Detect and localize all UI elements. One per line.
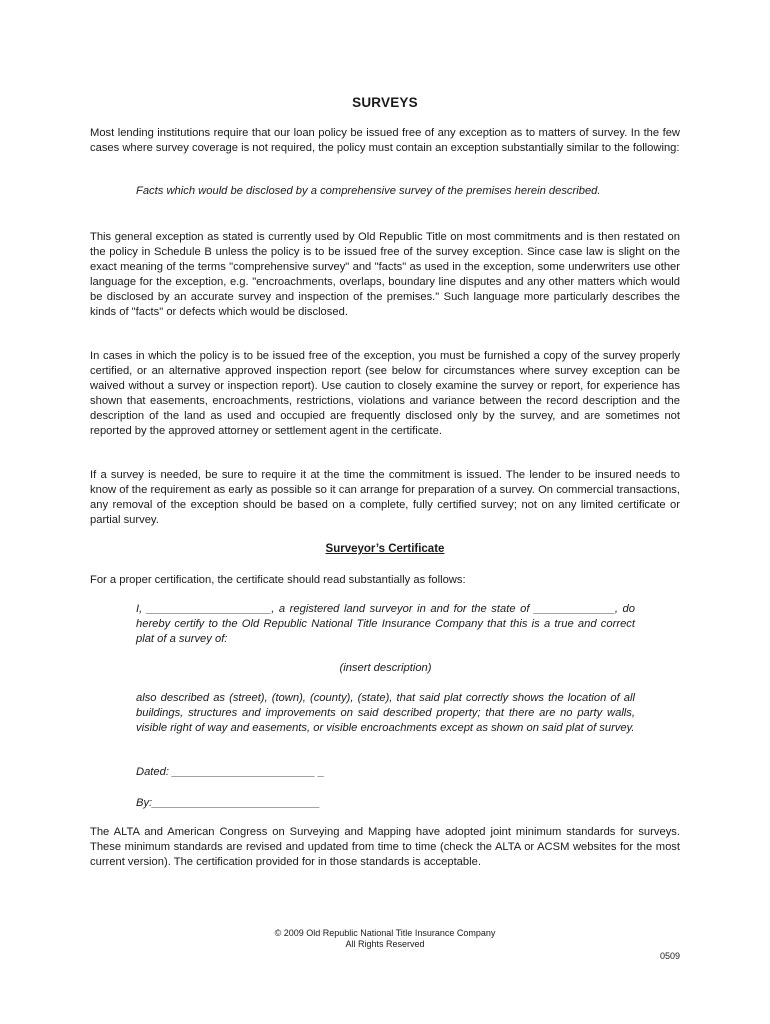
rights-line: All Rights Reserved (345, 939, 425, 949)
certificate-dated-line: Dated: _______________________ _ (136, 766, 325, 778)
page-title: SURVEYS (352, 95, 418, 110)
paragraph-survey-needed: If a survey is needed, be sure to require it at the time the commitment is issued. The lender to be insured needs to know of the requirement as early as possible so it can arrange for preparation of a survey. On commercial transactions, any removal of the exception should be based on a complete, fully certified survey; not on any limited certificate or partial survey. (90, 469, 680, 526)
paragraph-certification-intro: For a proper certification, the certificate should read substantially as follows: (90, 574, 466, 586)
quoted-exception: Facts which would be disclosed by a comprehensive survey of the premises herein described. (136, 185, 601, 197)
paragraph-free-of-exception: In cases in which the policy is to be issued free of the exception, you must be furnished a copy of the survey properly certified, or an alternative approved inspection report (see below for circumstances where survey exception can be waived without a survey or inspection report). Use caution to closely examine the survey or report, for experience has shown that easements, encroachments, restrictions, violations and variance between the record description and the description of the land as used and occupied are frequently disclosed only by the survey, and are sometimes not reported by the approved attorney or settlement agent in the certificate. (90, 350, 680, 437)
paragraph-intro: Most lending institutions require that our loan policy be issued free of any exception as to matters of survey. In the few cases where survey coverage is not required, the policy must contain an exception substantially similar to the following: (90, 127, 680, 154)
paragraph-alta-standards: The ALTA and American Congress on Surveying and Mapping have adopted joint minimum standards for surveys. These minimum standards are revised and updated from time to time (check the ALTA or ACSM websites for the most current version). The certification provided for in those standards is acceptable. (90, 826, 680, 868)
certificate-text-intro: I, ____________________, a registered land surveyor in and for the state of _____________, do hereby certify to the Old Republic National Title Insurance Company that this is a true and correct plat of a survey of: (136, 603, 635, 645)
document-page (90, 0, 680, 1024)
copyright-footer (90, 928, 680, 950)
paragraph-general-exception: This general exception as stated is currently used by Old Republic Title on most commitments and is then restated on the policy in Schedule B unless the policy is to be issued free of the survey exception. Since case law is slight on the exact meaning of the terms "comprehensive survey" and "facts" as used in the exception, some underwriters use other language for the exception, e.g. "encroachments, overlaps, boundary line disputes and any other matters which would be disclosed by an accurate survey and inspection of the premises." Such language more particularly describes the kinds of "facts" or defects which would be disclosed. (90, 231, 680, 318)
certificate-signature-line: By:___________________________ (136, 797, 321, 809)
certificate-insert-description: (insert description) (339, 662, 432, 674)
certificate-text-body: also described as (street), (town), (county), (state), that said plat correctly shows the location of all buildings, structures and improvements on said described property; that there are no party walls, visible right of way and easements, or visible encroachments except as shown on said plat of survey. (136, 692, 635, 734)
section-heading-surveyors-certificate: Surveyor’s Certificate (325, 543, 445, 555)
document-code: 0509 (659, 951, 680, 961)
copyright-line: © 2009 Old Republic National Title Insurance Company (274, 928, 496, 938)
